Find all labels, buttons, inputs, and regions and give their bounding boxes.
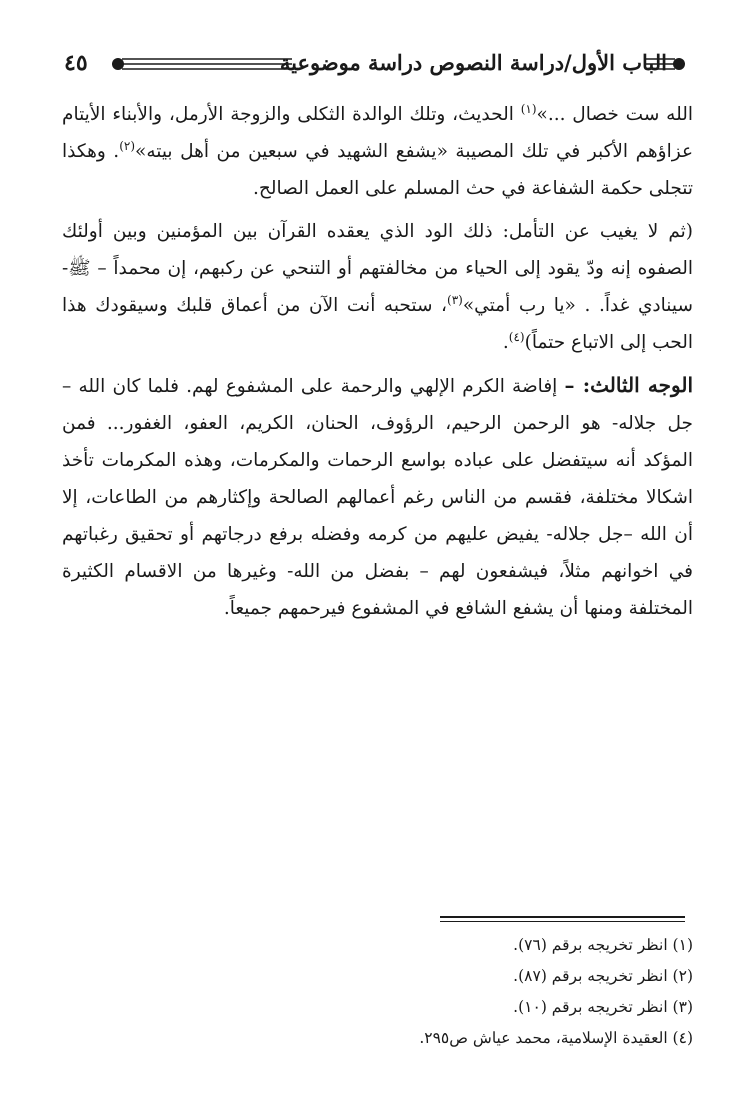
paragraph-2-part-c: . xyxy=(502,332,509,353)
paragraph-2-part-a: (ثم لا يغيب عن التأمل: ذلك الود الذي يعقده القرآن بين المؤمنين وبين أولئك الصفوه إنه ودّ يقود إلى الحياء من مخالفتهم أو التنحي عن ركبهم، إن محمداً – ﷺ- سينادي غداً. . «يا رب أمتي» xyxy=(62,221,693,316)
footnote-3: (٣) انظر تخريجه برقم (١٠). xyxy=(513,998,693,1016)
footnote-separator xyxy=(440,916,685,922)
footnotes xyxy=(293,930,693,1054)
body-text xyxy=(62,96,693,633)
footnote-ref-2: (٢) xyxy=(119,138,136,153)
section-heading-third-aspect: الوجه الثالث: – xyxy=(564,373,694,397)
footnote-4: (٤) العقيدة الإسلامية، محمد عياش ص٢٩٥. xyxy=(419,1029,693,1047)
paragraph-1-part-c: . وهكذا تتجلى حكمة الشفاعة في حث المسلم على العمل الصالح. xyxy=(62,141,693,199)
footnote-ref-4: (٤) xyxy=(508,329,525,344)
page-number: ٤٥ xyxy=(64,50,88,76)
paragraph-2 xyxy=(62,213,693,361)
footnote-ref-1: (١) xyxy=(520,101,537,116)
footnote-1: (١) انظر تخريجه برقم (٧٦). xyxy=(513,936,693,954)
paragraph-2-part-b: ، ستحبه أنت الآن من أعماق قلبك وسيقودك هذا الحب إلى الاتباع حتماً) xyxy=(62,295,693,353)
paragraph-1-part-b: الحديث، وتلك الوالدة الثكلى والزوجة الأرمل، والأبناء الأيتام عزاؤهم الأكبر في تلك المصيبة «يشفع الشهيد في سبعين من أهل بيته» xyxy=(62,104,693,162)
page-header xyxy=(60,44,695,84)
footnote-2: (٢) انظر تخريجه برقم (٨٧). xyxy=(513,967,693,985)
paragraph-1-part-a: الله ست خصال ...» xyxy=(536,104,693,125)
paragraph-3-text: إفاضة الكرم الإلهي والرحمة على المشفوع لهم. فلما كان الله – جل جلاله- هو الرحمن الرحيم، الرؤوف، الحنان، الكريم، العفو، الغفور... فمن المؤكد أنه سيتفضل على عباده بواسع الرحمات والمكرمات، وهذه المكرمات تأخذ اشكالا مختلفة، فقسم من الناس رغم أعمالهم الصالحة وإكثارهم من الطاعات، إلا أن الله –جل جلاله- يفيض عليهم من كرمه وفضله برفع درجاتهم أو تحقيق رغباتهم في اخوانهم مثلاً، فيشفعون لهم – بفضل من الله- وغيرها من الاقسام الكثيرة المختلفة ومنها أن يشفع الشافع في المشفوع فيرحمهم جميعاً. xyxy=(62,376,693,619)
running-header-title: الباب الأول/دراسة النصوص دراسة موضوعية xyxy=(279,50,667,75)
paragraph-3 xyxy=(62,367,693,627)
paragraph-1 xyxy=(62,96,693,207)
footnote-ref-3: (٣) xyxy=(447,292,463,307)
